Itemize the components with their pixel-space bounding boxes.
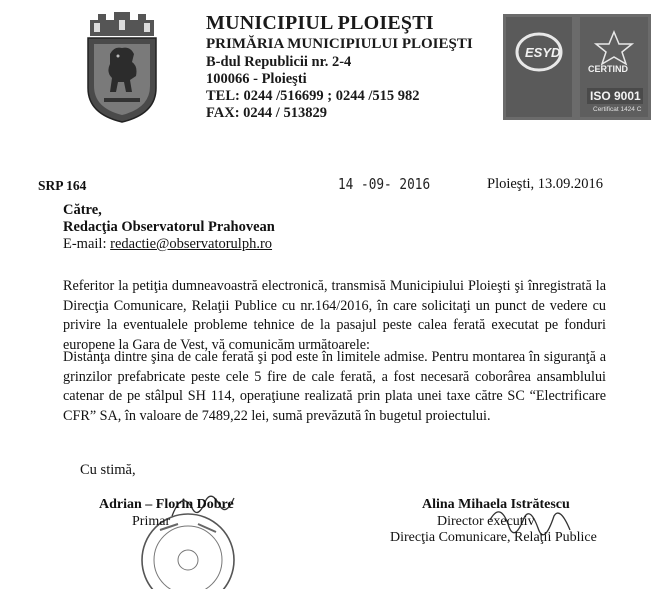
certificate-number: Certificat 1424 C <box>593 106 642 113</box>
body-paragraph-2: Distanţa dintre şina de cale ferată şi pod este în limitele admise. Pentru montarea în siguranţă a grinzilor prefabricate peste cele 5 fire de cale ferată, a fost necesară coborârea ansamblului catenar de pe stâlpul SH 114, operaţiune realizată prin plata unei taxe către SC “Electrificare CFR” SA, în valoare de 7489,22 lei, sumă prevăzută în bugetul proiectului. <box>63 349 606 424</box>
email-link[interactable]: redactie@observatorulph.ro <box>110 236 273 252</box>
fax-number: FAX: 0244 / 513829 <box>206 105 327 121</box>
signatory-left-title: Primar <box>132 514 171 529</box>
signatory-right-department: Direcţia Comunicare, Relaţii Publice <box>390 530 597 545</box>
iso-label: ISO 9001 <box>590 89 641 103</box>
signatory-right-name: Alina Mihaela Istrătescu <box>422 497 570 512</box>
signatory-left-name: Adrian – Florin Dobre <box>99 497 234 512</box>
institution-subtitle: PRIMĂRIA MUNICIPIULUI PLOIEŞTI <box>206 36 473 52</box>
certification-logos <box>503 14 651 120</box>
address-city: 100066 - Ploieşti <box>206 71 307 87</box>
recipient-label: Către, <box>63 202 102 218</box>
signatory-right-title: Director executiv <box>437 514 535 529</box>
recipient-email-line <box>63 236 272 253</box>
recipient-name: Redacţia Observatorul Prahovean <box>63 219 275 235</box>
email-label: E-mail: <box>63 236 111 252</box>
address-street: B-dul Republicii nr. 2-4 <box>206 54 352 70</box>
esyd-logo: ESYD <box>525 45 561 60</box>
place-date: Ploieşti, 13.09.2016 <box>487 176 604 192</box>
registration-stamp: 14 -09- 2016 <box>338 175 431 193</box>
reference-number: SRP 164 <box>38 178 87 193</box>
phone-numbers: TEL: 0244 /516699 ; 0244 /515 982 <box>206 88 420 104</box>
body-paragraph-1: Referitor la petiţia dumneavoastră electronică, transmisă Municipiului Ploieşti şi înregistrată la Direcţia Comunicare, Relaţii Publice cu nr.164/2016, în care solicitaţi un punct de vedere cu privire la eventualele probleme tehnice de la pasajul peste calea ferată executat pe fonduri europene la Gara de Vest, vă comunicăm următoarele: <box>63 278 606 353</box>
certind-logo: CERTIND <box>588 64 628 74</box>
closing-greeting: Cu stimă, <box>80 462 136 478</box>
city-crest-logo <box>84 6 160 124</box>
institution-title: MUNICIPIUL PLOIEŞTI <box>206 12 434 34</box>
